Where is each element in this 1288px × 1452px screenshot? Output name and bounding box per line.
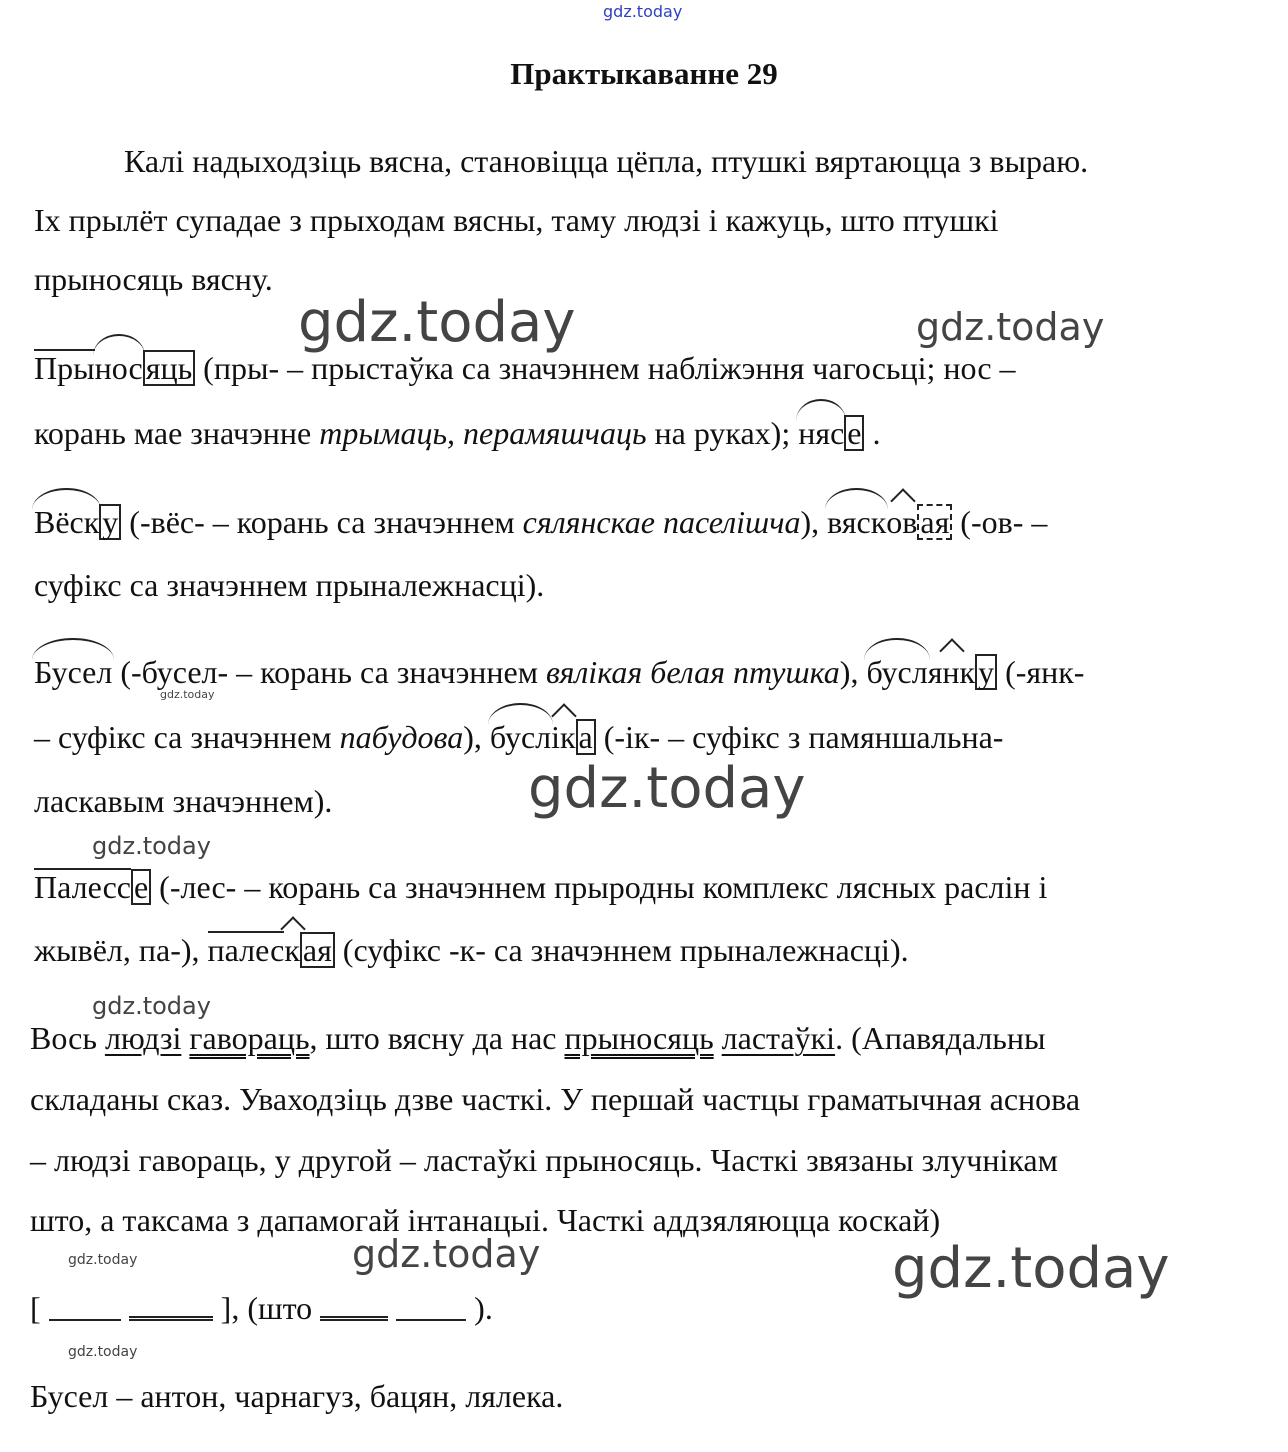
root-mark: нос <box>94 350 143 386</box>
page-title: Практыкаванне 29 <box>510 56 778 91</box>
suffix-mark: ов <box>886 504 918 540</box>
prefix-mark: Палесс <box>34 869 131 905</box>
prefix-mark: Пры <box>34 350 95 386</box>
text: . (Апавядальны <box>835 1020 1046 1056</box>
synonyms-line: Бусел – антон, чарнагуз, бацян, лялека. <box>30 1378 564 1414</box>
text: Вось <box>30 1020 105 1056</box>
text: (-янк- <box>997 654 1085 690</box>
word-analysis-1 <box>34 348 1016 388</box>
word-analysis-4-cont <box>34 930 909 970</box>
root-mark: бусл <box>866 654 928 690</box>
sentence-line-1 <box>30 1018 1046 1058</box>
predicate-blank <box>320 1290 388 1321</box>
word-analysis-3 <box>34 652 1084 692</box>
predicate: прыносяць <box>564 1020 714 1056</box>
subject-blank <box>49 1293 121 1321</box>
word-analysis-1-cont <box>34 413 880 453</box>
watermark: gdz.today <box>892 1236 1170 1301</box>
ending-mark: у <box>975 654 997 690</box>
ending-mark: е <box>844 415 864 451</box>
text: корань мае значэнне <box>34 415 320 451</box>
word-analysis-3-cont <box>34 717 1003 757</box>
subject: людзі <box>104 1020 182 1056</box>
suffix-mark: янк <box>927 654 976 690</box>
word-analysis-2 <box>34 502 1047 542</box>
text: (-ов- – <box>952 504 1048 540</box>
root-mark: вяск <box>827 504 887 540</box>
word-analysis-4 <box>34 867 1047 907</box>
italic-text: пабудова <box>339 719 464 755</box>
ending-mark: у <box>99 504 121 540</box>
subject-blank <box>396 1293 466 1321</box>
text: (пры- – прыстаўка са значэннем набліжэння чагосьці; нос – <box>195 350 1016 386</box>
text: ), <box>800 504 828 540</box>
predicate-blank <box>129 1290 213 1321</box>
watermark: gdz.today <box>92 992 211 1020</box>
watermark: gdz.today <box>92 832 211 860</box>
stem-mark: палес <box>207 932 285 968</box>
watermark: gdz.today <box>68 1252 138 1268</box>
text: на руках); <box>646 415 799 451</box>
text: (-лес- – корань са значэннем прыродны комплекс лясных раслін і <box>151 869 1048 905</box>
watermark: gdz.today <box>528 756 806 821</box>
sentence-line-2: складаны сказ. Уваходзіць дзве часткі. У першай частцы граматычная аснова <box>30 1081 1081 1117</box>
root-mark: Бусел <box>34 654 113 690</box>
italic-text: вялікая белая птушка <box>546 654 840 690</box>
watermark: gdz.today <box>160 688 215 701</box>
text: , што вясну да нас <box>309 1020 565 1056</box>
intro-line-2: Іх прылёт супадае з прыходам вясны, таму людзі і кажуць, што птушкі <box>34 202 999 238</box>
intro-line-1: Калі надыходзіць вясна, становіцца цёпла, птушкі вяртаюцца з выраю. <box>124 143 1089 179</box>
scheme-mid: ], (што <box>212 1290 321 1326</box>
root-mark: Вёск <box>34 504 100 540</box>
watermark: gdz.today <box>68 1344 138 1360</box>
ending-mark: е <box>131 869 151 905</box>
text: ), <box>839 654 867 690</box>
ending-mark: а <box>576 719 596 755</box>
text: – суфікс са значэннем <box>34 719 340 755</box>
word-analysis-3-end: ласкавым значэннем). <box>34 783 333 819</box>
text: жывёл, па-), <box>34 932 208 968</box>
suffix-mark: к <box>284 932 300 968</box>
text: . <box>864 415 881 451</box>
watermark: gdz.today <box>352 1232 541 1276</box>
bracket-close: ). <box>466 1290 493 1326</box>
text <box>714 1020 722 1056</box>
ending-mark: яць <box>143 350 195 386</box>
subject: ластаўкі <box>721 1020 836 1056</box>
bracket-open: [ <box>30 1290 49 1326</box>
watermark: gdz.today <box>916 305 1105 349</box>
text: (суфікс -к- са значэннем прыналежнасці). <box>334 932 909 968</box>
suffix-mark: ік <box>551 719 576 755</box>
sentence-line-3: – людзі гавораць, у другой – ластаўкі прыносяць. Часткі звязаны злучнікам <box>30 1142 1058 1178</box>
ending-mark: ая <box>300 932 335 968</box>
ending-mark: ая <box>917 504 952 540</box>
watermark: gdz.today <box>298 290 576 355</box>
italic-text: сялянскае паселішча <box>522 504 801 540</box>
sentence-scheme <box>30 1288 493 1328</box>
text: (-ік- – суфікс з памяншальна- <box>595 719 1004 755</box>
text: ), <box>463 719 490 755</box>
word-analysis-2-cont: суфікс са значэннем прыналежнасці). <box>34 567 545 603</box>
predicate: гавораць <box>189 1020 310 1056</box>
watermark: gdz.today <box>603 2 683 21</box>
root-mark: бусл <box>489 719 552 755</box>
italic-text: трымаць, перамяшчаць <box>319 415 647 451</box>
sentence-line-4: што, а таксама з дапамогай інтанацыі. Часткі аддзяляюцца коскай) <box>30 1202 941 1238</box>
text: (-бусел- – корань са значэннем <box>112 654 546 690</box>
text: (-вёс- – корань са значэннем <box>121 504 523 540</box>
root-mark: няс <box>798 415 845 451</box>
intro-line-3: прыносяць вясну. <box>34 261 273 297</box>
